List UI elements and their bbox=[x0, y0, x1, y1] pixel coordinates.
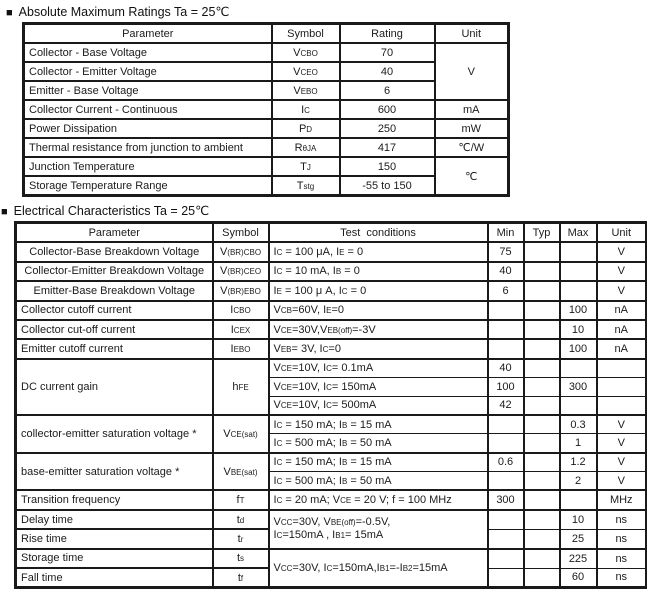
min-cell: 6 bbox=[488, 281, 524, 300]
unit-cell: V bbox=[597, 281, 647, 300]
unit-cell bbox=[597, 396, 647, 415]
unit-cell: MHz bbox=[597, 490, 647, 509]
max-cell: 100 bbox=[560, 339, 597, 358]
table-row-group-vbe-sat bbox=[16, 453, 647, 472]
col-header-symbol: Symbol bbox=[272, 24, 340, 44]
section-title-electrical-characteristics bbox=[1, 203, 209, 218]
typ-cell bbox=[524, 415, 560, 434]
typ-cell bbox=[524, 568, 560, 588]
min-cell bbox=[488, 301, 524, 320]
parameter-cell: Storage time bbox=[16, 549, 213, 568]
symbol-cell: tr bbox=[213, 529, 269, 548]
symbol-cell: VCE(sat) bbox=[213, 415, 269, 453]
max-cell: 300 bbox=[560, 378, 597, 396]
condition-line: VCC=30V, VBE(off)=-0.5V, bbox=[273, 516, 391, 529]
unit-cell: V bbox=[597, 453, 647, 472]
max-cell: 1 bbox=[560, 434, 597, 453]
conditions-cell: VCE=30V,VEB(off)=-3V bbox=[269, 320, 488, 339]
col-header-test-conditions: Test conditions bbox=[269, 223, 488, 243]
max-cell bbox=[560, 490, 597, 509]
conditions-cell: IC = 20 mA; VCE = 20 V; f = 100 MHz bbox=[269, 490, 488, 509]
parameter-cell: Collector cutoff current bbox=[16, 301, 213, 320]
parameter-cell: Collector - Base Voltage bbox=[24, 43, 272, 62]
parameter-cell: Collector-Emitter Breakdown Voltage bbox=[16, 262, 213, 281]
typ-cell bbox=[524, 339, 560, 358]
table-row-group-dc-current-gain bbox=[16, 359, 647, 378]
max-cell: 0.3 bbox=[560, 415, 597, 434]
table-row bbox=[24, 119, 509, 138]
symbol-cell: ICEX bbox=[213, 320, 269, 339]
max-cell: 60 bbox=[560, 568, 597, 588]
rating-cell: 250 bbox=[340, 119, 435, 138]
unit-cell bbox=[597, 378, 647, 396]
max-cell: 10 bbox=[560, 320, 597, 339]
conditions-cell: IC = 10 mA, IB = 0 bbox=[269, 262, 488, 281]
conditions-cell: IC = 100 μA, IE = 0 bbox=[269, 242, 488, 261]
unit-cell: ns bbox=[597, 549, 647, 568]
section-title-text: Absolute Maximum Ratings Ta = 25℃ bbox=[18, 5, 230, 19]
col-header-unit: Unit bbox=[597, 223, 647, 243]
square-bullet-icon: ■ bbox=[6, 7, 13, 19]
table-header-row bbox=[24, 24, 509, 44]
col-header-min: Min bbox=[488, 223, 524, 243]
min-cell bbox=[488, 510, 524, 529]
symbol-cell: V(BR)CBO bbox=[213, 242, 269, 261]
min-cell: 0.6 bbox=[488, 453, 524, 472]
symbol-cell: Tstg bbox=[272, 176, 340, 196]
min-cell bbox=[488, 529, 524, 548]
table-row bbox=[16, 281, 647, 300]
conditions-cell: IC = 150 mA; IB = 15 mA bbox=[269, 415, 488, 434]
unit-cell: nA bbox=[597, 320, 647, 339]
table-row bbox=[16, 320, 647, 339]
square-bullet-icon: ■ bbox=[1, 206, 8, 218]
symbol-cell: V(BR)CEO bbox=[213, 262, 269, 281]
min-cell bbox=[488, 339, 524, 358]
col-header-symbol: Symbol bbox=[213, 223, 269, 243]
max-cell bbox=[560, 359, 597, 378]
unit-cell: ns bbox=[597, 529, 647, 548]
typ-cell bbox=[524, 529, 560, 548]
min-cell bbox=[488, 320, 524, 339]
electrical-characteristics-table bbox=[14, 221, 647, 589]
min-cell bbox=[488, 434, 524, 453]
conditions-cell: VCB=60V, IE=0 bbox=[269, 301, 488, 320]
table-row bbox=[16, 242, 647, 261]
min-cell bbox=[488, 415, 524, 434]
table-row bbox=[24, 157, 509, 176]
col-header-parameter: Parameter bbox=[16, 223, 213, 243]
table-row bbox=[24, 138, 509, 157]
table-row bbox=[16, 490, 647, 509]
max-cell: 225 bbox=[560, 549, 597, 568]
min-cell: 300 bbox=[488, 490, 524, 509]
unit-cell: ℃/W bbox=[435, 138, 509, 157]
unit-cell: ns bbox=[597, 568, 647, 588]
section-title-absolute-maximum-ratings bbox=[6, 4, 229, 19]
symbol-cell: fT bbox=[213, 490, 269, 509]
parameter-cell: Emitter-Base Breakdown Voltage bbox=[16, 281, 213, 300]
max-cell: 2 bbox=[560, 472, 597, 491]
table-row bbox=[16, 262, 647, 281]
max-cell: 10 bbox=[560, 510, 597, 529]
min-cell bbox=[488, 472, 524, 491]
unit-cell: V bbox=[597, 262, 647, 281]
rating-cell: -55 to 150 bbox=[340, 176, 435, 196]
condition-line: IC=150mA , IB1= 15mA bbox=[273, 529, 384, 542]
min-cell: 42 bbox=[488, 396, 524, 415]
max-cell bbox=[560, 262, 597, 281]
symbol-cell: RθJA bbox=[272, 138, 340, 157]
conditions-cell: IE = 100 μ A, IC = 0 bbox=[269, 281, 488, 300]
conditions-cell: VEB= 3V, IC=0 bbox=[269, 339, 488, 358]
col-header-unit: Unit bbox=[435, 24, 509, 44]
symbol-cell: VCBO bbox=[272, 43, 340, 62]
symbol-cell: VBE(sat) bbox=[213, 453, 269, 491]
parameter-cell: Emitter - Base Voltage bbox=[24, 81, 272, 100]
symbol-cell: VEBO bbox=[272, 81, 340, 100]
unit-cell: mW bbox=[435, 119, 509, 138]
typ-cell bbox=[524, 453, 560, 472]
unit-cell: V bbox=[597, 415, 647, 434]
typ-cell bbox=[524, 549, 560, 568]
col-header-rating: Rating bbox=[340, 24, 435, 44]
min-cell: 40 bbox=[488, 359, 524, 378]
table-row-group-vce-sat bbox=[16, 415, 647, 434]
absolute-maximum-ratings-table bbox=[22, 22, 510, 197]
typ-cell bbox=[524, 378, 560, 396]
unit-cell: nA bbox=[597, 301, 647, 320]
col-header-parameter: Parameter bbox=[24, 24, 272, 44]
parameter-cell: Collector Current - Continuous bbox=[24, 100, 272, 119]
col-header-max: Max bbox=[560, 223, 597, 243]
typ-cell bbox=[524, 472, 560, 491]
conditions-cell: VCE=10V, IC= 150mA bbox=[269, 378, 488, 396]
unit-cell: V bbox=[597, 472, 647, 491]
rating-cell: 6 bbox=[340, 81, 435, 100]
symbol-cell: tf bbox=[213, 568, 269, 588]
symbol-cell: PD bbox=[272, 119, 340, 138]
section-title-text: Electrical Characteristics Ta = 25℃ bbox=[13, 204, 210, 218]
rating-cell: 150 bbox=[340, 157, 435, 176]
typ-cell bbox=[524, 262, 560, 281]
parameter-cell: Collector cut-off current bbox=[16, 320, 213, 339]
conditions-cell: IC = 150 mA; IB = 15 mA bbox=[269, 453, 488, 472]
table-header-row bbox=[16, 223, 647, 243]
symbol-cell: ts bbox=[213, 549, 269, 568]
parameter-cell: Collector-Base Breakdown Voltage bbox=[16, 242, 213, 261]
symbol-cell: td bbox=[213, 510, 269, 529]
max-cell bbox=[560, 281, 597, 300]
symbol-cell: V(BR)EBO bbox=[213, 281, 269, 300]
symbol-cell: hFE bbox=[213, 359, 269, 415]
typ-cell bbox=[524, 242, 560, 261]
typ-cell bbox=[524, 281, 560, 300]
parameter-cell: Transition frequency bbox=[16, 490, 213, 509]
unit-cell: mA bbox=[435, 100, 509, 119]
max-cell: 1.2 bbox=[560, 453, 597, 472]
unit-cell: nA bbox=[597, 339, 647, 358]
unit-cell: V bbox=[597, 434, 647, 453]
max-cell: 100 bbox=[560, 301, 597, 320]
table-row bbox=[24, 43, 509, 62]
unit-cell: V bbox=[597, 242, 647, 261]
parameter-cell: base-emitter saturation voltage * bbox=[16, 453, 213, 491]
parameter-cell: Thermal resistance from junction to ambient bbox=[24, 138, 272, 157]
symbol-cell: IEBO bbox=[213, 339, 269, 358]
parameter-cell: Rise time bbox=[16, 529, 213, 548]
symbol-cell: ICBO bbox=[213, 301, 269, 320]
conditions-cell: VCE=10V, IC= 500mA bbox=[269, 396, 488, 415]
col-header-typ: Typ bbox=[524, 223, 560, 243]
parameter-cell: DC current gain bbox=[16, 359, 213, 415]
unit-cell-voltage: V bbox=[435, 43, 509, 100]
table-row-storage-time bbox=[16, 549, 647, 568]
symbol-cell: TJ bbox=[272, 157, 340, 176]
parameter-cell: Emitter cutoff current bbox=[16, 339, 213, 358]
typ-cell bbox=[524, 490, 560, 509]
parameter-cell: Fall time bbox=[16, 568, 213, 588]
min-cell: 40 bbox=[488, 262, 524, 281]
rating-cell: 70 bbox=[340, 43, 435, 62]
rating-cell: 417 bbox=[340, 138, 435, 157]
parameter-cell: Junction Temperature bbox=[24, 157, 272, 176]
unit-cell: ns bbox=[597, 510, 647, 529]
unit-cell-temperature: ℃ bbox=[435, 157, 509, 196]
typ-cell bbox=[524, 359, 560, 378]
parameter-cell: collector-emitter saturation voltage * bbox=[16, 415, 213, 453]
typ-cell bbox=[524, 301, 560, 320]
typ-cell bbox=[524, 396, 560, 415]
table-row bbox=[16, 301, 647, 320]
min-cell bbox=[488, 568, 524, 588]
max-cell: 25 bbox=[560, 529, 597, 548]
rating-cell: 40 bbox=[340, 62, 435, 81]
unit-cell bbox=[597, 359, 647, 378]
typ-cell bbox=[524, 510, 560, 529]
table-row-delay-time bbox=[16, 510, 647, 529]
max-cell bbox=[560, 242, 597, 261]
conditions-cell-merged bbox=[269, 510, 488, 549]
parameter-cell: Storage Temperature Range bbox=[24, 176, 272, 196]
typ-cell bbox=[524, 434, 560, 453]
symbol-cell: VCEO bbox=[272, 62, 340, 81]
typ-cell bbox=[524, 320, 560, 339]
table-row bbox=[16, 339, 647, 358]
parameter-cell: Collector - Emitter Voltage bbox=[24, 62, 272, 81]
table-row bbox=[24, 100, 509, 119]
conditions-cell: IC = 500 mA; IB = 50 mA bbox=[269, 434, 488, 453]
min-cell: 100 bbox=[488, 378, 524, 396]
min-cell: 75 bbox=[488, 242, 524, 261]
parameter-cell: Power Dissipation bbox=[24, 119, 272, 138]
rating-cell: 600 bbox=[340, 100, 435, 119]
conditions-cell: VCE=10V, IC= 0.1mA bbox=[269, 359, 488, 378]
min-cell bbox=[488, 549, 524, 568]
max-cell bbox=[560, 396, 597, 415]
conditions-cell: IC = 500 mA; IB = 50 mA bbox=[269, 472, 488, 491]
symbol-cell: IC bbox=[272, 100, 340, 119]
parameter-cell: Delay time bbox=[16, 510, 213, 529]
conditions-cell-merged: VCC=30V, IC=150mA,IB1=-IB2=15mA bbox=[269, 549, 488, 588]
